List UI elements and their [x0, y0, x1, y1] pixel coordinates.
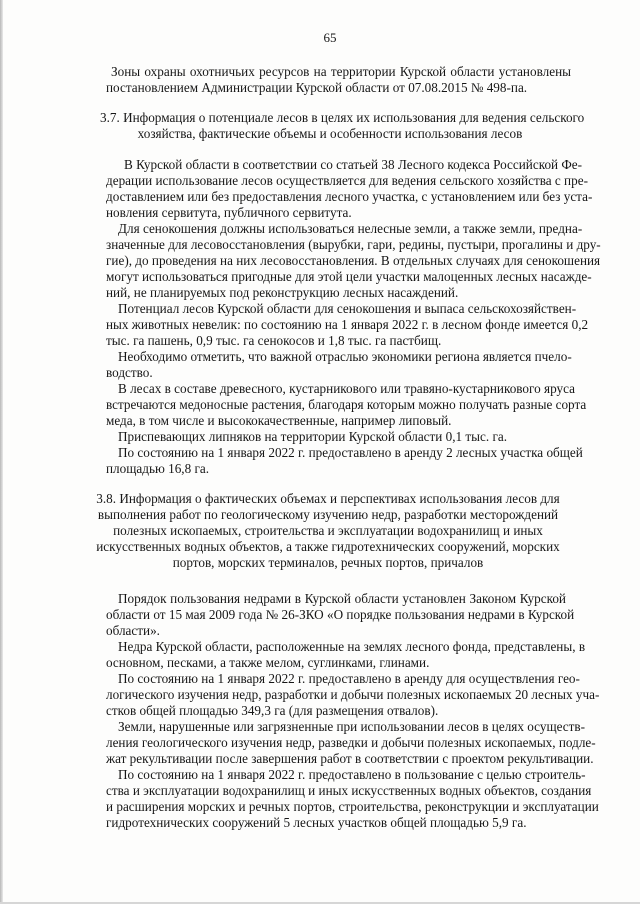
section-3-7-body-line: могут использоваться пригодные для этой цели участки малоценных лесных насажде-: [106, 269, 592, 284]
section-3-8-heading-line: портов, морских терминалов, речных портов, причалов: [172, 555, 484, 570]
section-3-7-body-line: меда, в том числе и высококачественные, например липовый.: [106, 413, 452, 428]
section-3-7-body-line: Для сенокошения должны использоваться нелесные земли, а также земли, предна-: [118, 221, 583, 236]
section-3-7-heading-line: хозяйства, фактические объемы и особенности использования лесов: [137, 126, 523, 141]
section-3-7-body-line: тыс. га пашень, 0,9 тыс. га сенокосов и 1,8 тыс. га пастбищ.: [106, 333, 442, 348]
section-3-8-heading-line: полезных ископаемых, строительства и эксплуатации водохранилищ и иных: [113, 523, 543, 538]
section-3-7-body-line: значенные для лесовосстановления (вырубки, гари, редины, пустыри, прогалины и дру-: [106, 237, 601, 252]
section-3-7-body-line: дерации использование лесов осуществляется для ведения сельского хозяйства с пре-: [106, 173, 588, 188]
section-3-8-body-line: По состоянию на 1 января 2022 г. предоставлено в пользование с целью строитель-: [118, 767, 586, 782]
section-3-8-body-line: логического изучения недр, разработки и добычи полезных ископаемых 20 лесных уча-: [106, 687, 600, 702]
section-3-7-body-line: гие), до проведения на них лесовосстановления. В отдельных случаях для сенокошения: [106, 253, 601, 268]
section-3-8-heading-line: искусственных водных объектов, а также гидротехнических сооружений, морских: [96, 539, 560, 554]
section-3-8-heading-line: выполнения работ по геологическому изучению недр, разработки месторождений: [97, 507, 559, 522]
section-3-8-body-line: По состоянию на 1 января 2022 г. предоставлено в аренду для осуществления гео-: [118, 671, 580, 686]
section-3-7-heading-line: 3.7. Информация о потенциале лесов в целях их использования для ведения сельского: [100, 110, 585, 125]
section-3-7-body-line: По состоянию на 1 января 2022 г. предоставлено в аренду 2 лесных участка общей: [118, 445, 583, 460]
intro-line: постановлением Администрации Курской области от 07.08.2015 № 498-па.: [106, 80, 528, 95]
section-3-7-body-line: новления сервитута, публичного сервитута.: [106, 205, 352, 220]
section-3-7-body-line: Потенциал лесов Курской области для сенокошения и выпаса сельскохозяйствен-: [118, 301, 577, 316]
section-3-8-body-line: стков общей площадью 349,3 га (для размещения отвалов).: [106, 703, 439, 718]
section-3-8-heading-line: 3.8. Информация о фактических объемах и перспективах использования лесов для: [96, 491, 560, 506]
section-3-7-body-line: площадью 16,8 га.: [106, 461, 210, 476]
section-3-7-body-line: Необходимо отметить, что важной отраслью экономики региона является пчело-: [118, 349, 572, 364]
section-3-7-body-line: В лесах в составе древесного, кустарникового или травяно-кустарникового яруса: [118, 381, 575, 396]
section-3-7-body-line: ний, не планируемых под реконструкцию лесных насаждений.: [106, 285, 459, 300]
section-3-7-body-line: В Курской области в соответствии со статьей 38 Лесного кодекса Российской Фе-: [124, 157, 583, 172]
section-3-8-body-line: основном, песками, а также мелом, суглинками, глинами.: [106, 655, 430, 670]
section-3-8-body-line: и расширения морских и речных портов, строительства, реконструкции и эксплуатации: [106, 799, 599, 814]
section-3-7-body-line: встречаются медоносные растения, благодаря которым можно получать разные сорта: [106, 397, 587, 412]
section-3-7-body-line: ных животных невелик: по состоянию на 1 января 2022 г. в лесном фонде имеется 0,2: [106, 317, 589, 332]
section-3-8-body-line: Недра Курской области, расположенные на землях лесного фонда, представлены, в: [118, 639, 586, 654]
section-3-8-body-line: области от 15 мая 2009 года № 26-ЗКО «О порядке пользования недрами в Курской: [106, 607, 575, 622]
section-3-7-body-line: доставлением или без предоставления лесного участка, с установлением или без уста-: [106, 189, 593, 204]
section-3-7-body-line: Приспевающих липняков на территории Курской области 0,1 тыс. га.: [118, 429, 508, 444]
section-3-8-body-line: ления геологического изучения недр, разведки и добычи полезных ископаемых, подле-: [106, 735, 596, 750]
section-3-8-body-line: Земли, нарушенные или загрязненные при использовании лесов в целях осуществ-: [118, 719, 586, 734]
section-3-8-body-line: ства и эксплуатации водохранилищ и иных искусственных водных объектов, создания: [106, 783, 592, 798]
section-3-8-body-line: гидротехнических сооружений 5 лесных участков общей площадью 5,9 га.: [106, 815, 527, 830]
section-3-7-body-line: водство.: [106, 365, 153, 380]
section-3-8-body-line: Порядок пользования недрами в Курской области установлен Законом Курской: [118, 591, 566, 606]
page-number: 65: [323, 30, 337, 45]
scan-left-edge: [0, 0, 3, 904]
intro-line: Зоны охраны охотничьих ресурсов на территории Курской области установлены: [111, 64, 571, 79]
section-3-8-body-line: жат рекультивации после завершения работ в соответствии с проектом рекультивации.: [106, 751, 594, 766]
section-3-8-body-line: области».: [106, 623, 160, 638]
